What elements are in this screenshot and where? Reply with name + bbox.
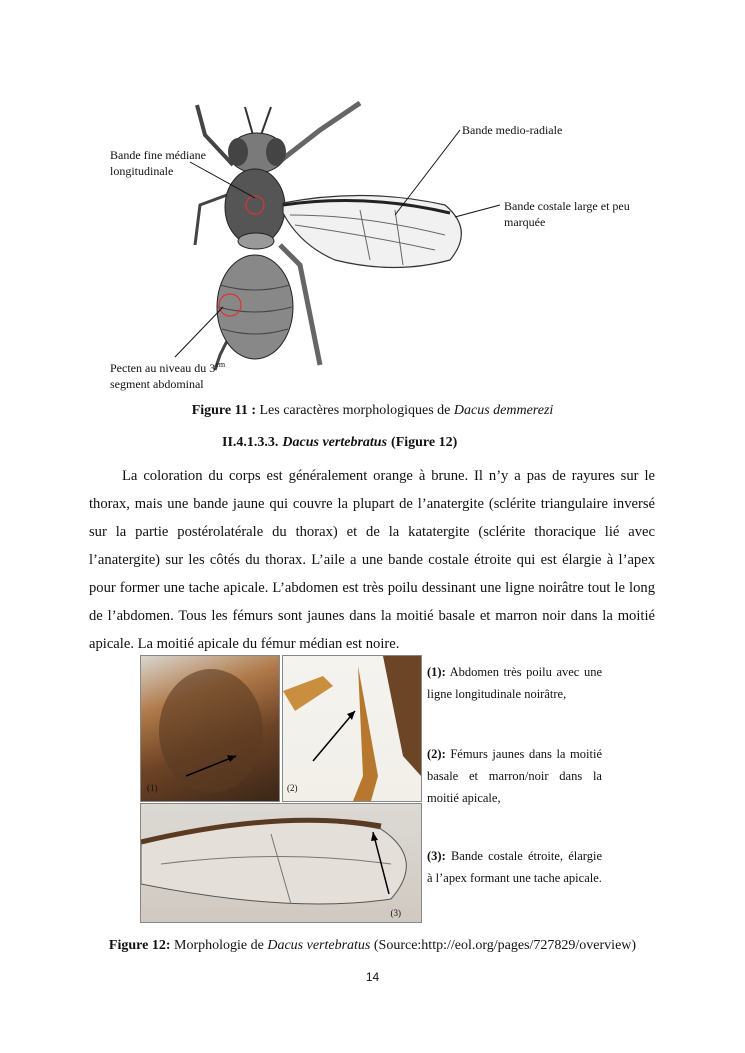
photo-femurs (282, 655, 422, 802)
abdomen-arrow-icon (141, 656, 279, 801)
figure-12-note-3: (3): Bande costale étroite, élargie à l’apex formant une tache apicale. (427, 849, 602, 885)
annotation-costal-band: Bande costale large et peu marquée (504, 199, 630, 229)
annotation-fine-band: Bande fine médiane longitudinale (110, 148, 206, 178)
photo-label-2: (2) (287, 783, 298, 793)
annotation-medio-radial: Bande medio-radiale (462, 123, 563, 137)
fly-drawing (105, 95, 645, 395)
femur-arrow-icon (283, 656, 421, 801)
photo-wing (140, 803, 422, 923)
photo-abdomen (140, 655, 280, 802)
figure-12-note-2: (2): Fémurs jaunes dans la moitié basale et marron/noir dans la moitié apicale, (427, 747, 602, 805)
wing-arrow-icon (141, 804, 421, 922)
section-heading: II.4.1.3.3. Dacus vertebratus (Figure 12) (222, 435, 458, 450)
figure-11 (105, 95, 645, 395)
page-number: 14 (365, 970, 380, 984)
figure-11-caption: Figure 11 : Les caractères morphologiques de Dacus demmerezi (191, 403, 554, 418)
body-paragraph: La coloration du corps est généralement orange à brune. Il n’y a pas de rayures sur le thorax, mais une bande jaune qui couvre la plupart de l’anatergite (sclérite triangulaire inversé sur la partie postérolatérale du thorax) et de la katatergite (sclérite thoracique lié avec l’anatergite) sur les côtés du thorax. L’aile a une bande costale étroite qui est élargie à l’apex pour former une tache apicale. L’abdomen est très poilu dessinant une ligne noirâtre tout le long de l’abdomen. Tous les fémurs sont jaunes dans la moitié basale et marron noir dans la moitié apicale. La moitié apicale du fémur médian est noire. (89, 468, 655, 652)
annotation-pecten: Pecten au niveau du $3^{em}$ segment abdominal (110, 360, 226, 391)
figure-12-note-1: (1): Abdomen très poilu avec une ligne longitudinale noirâtre, (427, 665, 602, 701)
figure-12 (140, 655, 620, 923)
photo-label-1: (1) (147, 783, 158, 793)
photo-label-3: (3) (390, 908, 401, 918)
figure-12-caption: Figure 12: Morphologie de Dacus vertebratus (Source:http://eol.org/pages/727829/overview) (108, 938, 637, 953)
